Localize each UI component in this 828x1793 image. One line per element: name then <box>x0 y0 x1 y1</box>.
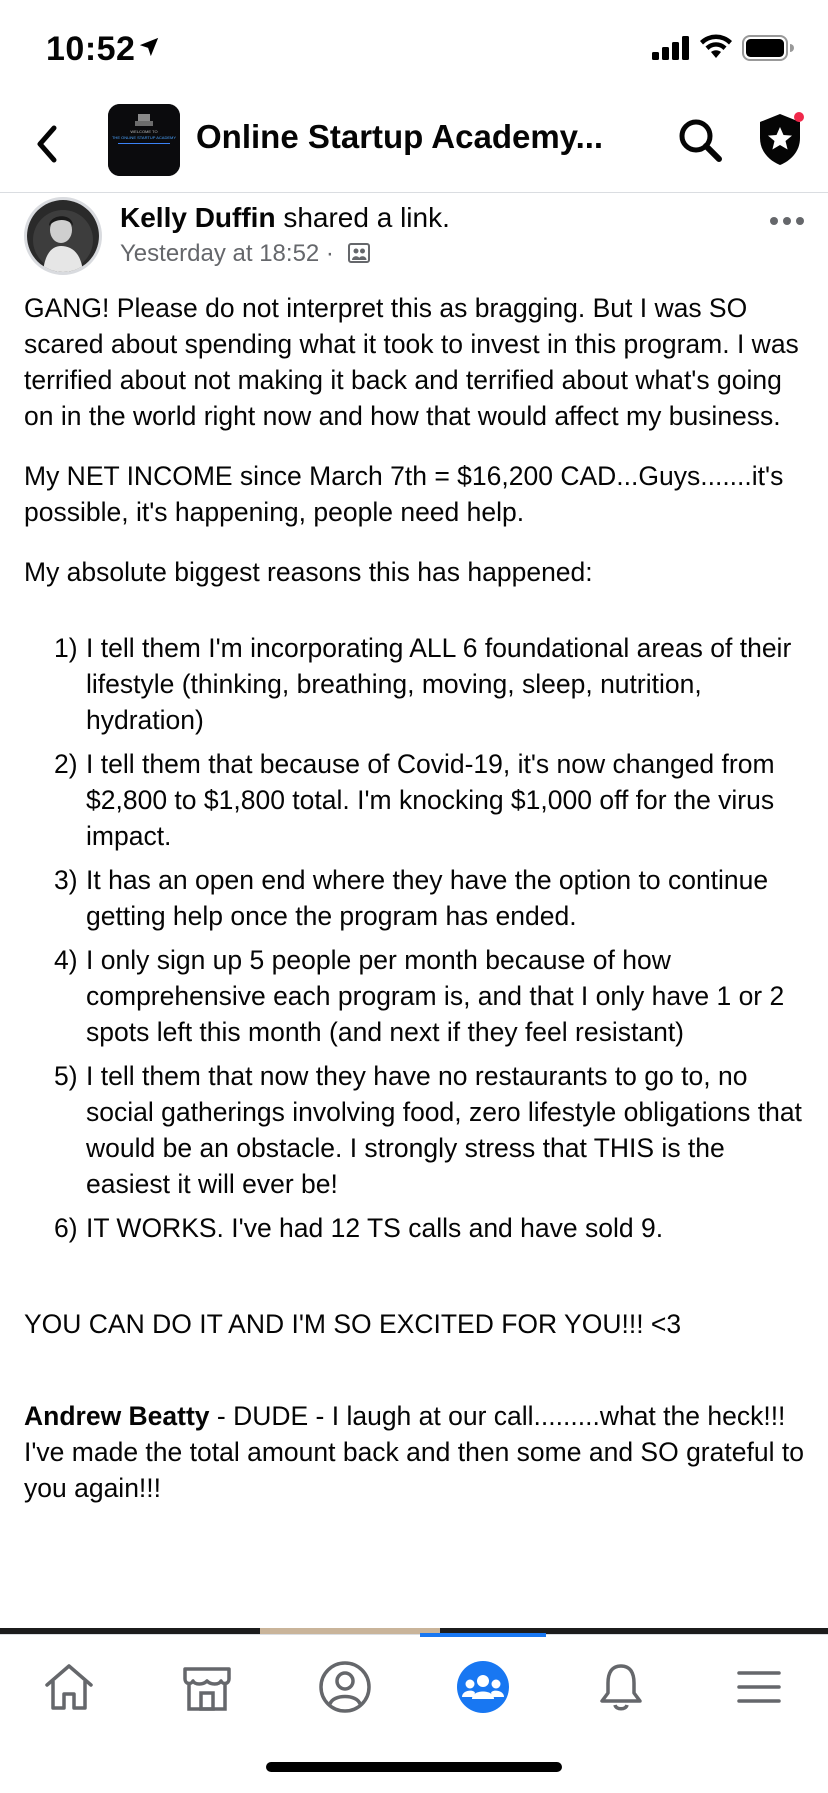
post-closing-line: YOU CAN DO IT AND I'M SO EXCITED FOR YOU!!! <3 <box>24 1309 682 1339</box>
group-members-audience-icon <box>347 241 371 265</box>
more-options-icon[interactable] <box>768 206 806 236</box>
list-item-number: 6) <box>54 1213 78 1243</box>
home-icon <box>39 1657 99 1717</box>
home-indicator[interactable] <box>266 1762 562 1772</box>
list-item-text: I only sign up 5 people per month because of how comprehensive each program is, and that I only have 1 or 2 spots left this month (and next if they feel resistant) <box>86 945 785 1047</box>
list-item-text: IT WORKS. I've had 12 TS calls and have sold 9. <box>86 1213 664 1243</box>
list-item-number: 2) <box>54 749 78 779</box>
author-avatar[interactable] <box>24 197 102 275</box>
post-timestamp[interactable]: Yesterday at 18:52 <box>120 240 320 267</box>
group-avatar-underline <box>118 143 170 144</box>
group-logo-icon <box>108 104 180 176</box>
group-avatar-caption-top: WELCOME TO <box>130 129 158 134</box>
list-item-number: 1) <box>54 633 78 663</box>
mentioned-user-name[interactable]: Andrew Beatty <box>24 1401 210 1431</box>
marketplace-icon <box>177 1657 237 1717</box>
post-author-line <box>120 202 450 234</box>
menu-icon <box>729 1657 789 1717</box>
tab-menu[interactable] <box>729 1657 789 1717</box>
post-paragraph: GANG! Please do not interpret this as bragging. But I was SO scared about spending what it took to invest in this program. I was terrified about not making it back and terrified about what's going on in the world right now and how that would affect my business. <box>24 293 799 431</box>
post-action-text: shared a link. <box>275 202 450 233</box>
list-item-number: 4) <box>54 945 78 975</box>
list-item <box>24 1058 814 1202</box>
cellular-signal-icon <box>652 36 692 60</box>
active-tab-indicator <box>420 1633 546 1637</box>
location-arrow-icon <box>138 36 160 58</box>
search-icon[interactable] <box>676 116 724 164</box>
list-item-number: 5) <box>54 1061 78 1091</box>
tab-profile[interactable] <box>315 1657 375 1717</box>
list-item-number: 3) <box>54 865 78 895</box>
list-item-text: It has an open end where they have the option to continue getting help once the program has ended. <box>86 865 769 931</box>
profile-icon <box>315 1657 375 1717</box>
mention-text: - DUDE - I laugh at our call.........what the heck!!! I've made the total amount back and then some and SO grateful to you again!!! <box>24 1401 804 1503</box>
tab-groups[interactable] <box>453 1657 513 1717</box>
tab-marketplace[interactable] <box>177 1657 237 1717</box>
wifi-icon <box>699 34 733 60</box>
admin-shield-icon[interactable] <box>754 110 806 168</box>
meta-separator: · <box>319 240 341 267</box>
group-avatar-caption: THE ONLINE STARTUP ACADEMY <box>111 135 176 140</box>
list-item <box>24 942 814 1050</box>
groups-icon <box>453 1657 513 1717</box>
author-name[interactable]: Kelly Duffin <box>120 202 276 233</box>
list-item-text: I tell them that now they have no restaurants to go to, no social gatherings involving food, zero lifestyle obligations that would be an obstacle. I strongly stress that THIS is the easiest it will ever be! <box>86 1061 802 1199</box>
list-item-text: I tell them that because of Covid-19, it's now changed from $2,800 to $1,800 total. I'm knocking $1,000 off for the virus impact. <box>86 749 775 851</box>
post-meta <box>120 240 371 268</box>
group-avatar[interactable] <box>108 104 180 176</box>
tab-home[interactable] <box>39 1657 99 1717</box>
status-time: 10:52 <box>46 30 136 68</box>
post-mention-paragraph <box>24 1398 814 1506</box>
group-title[interactable]: Online Startup Academy... <box>196 118 604 155</box>
list-item <box>24 746 814 854</box>
tab-notifications[interactable] <box>591 1657 651 1717</box>
post-paragraph: My absolute biggest reasons this has happened: <box>24 557 593 587</box>
status-bar <box>0 0 828 96</box>
notifications-bell-icon <box>591 1657 651 1717</box>
author-photo-icon <box>27 200 99 272</box>
post-body <box>24 290 814 1506</box>
list-item-text: I tell them I'm incorporating ALL 6 foundational areas of their lifestyle (thinking, breathing, moving, sleep, nutrition, hydration) <box>86 633 792 735</box>
list-item <box>24 862 814 934</box>
list-item <box>24 1210 814 1246</box>
post-paragraph: My NET INCOME since March 7th = $16,200 CAD...Guys.......it's possible, it's happening, people need help. <box>24 461 784 527</box>
battery-icon <box>742 35 794 61</box>
reasons-list <box>24 630 814 1246</box>
notification-dot <box>794 112 804 122</box>
back-chevron-icon[interactable] <box>30 122 64 166</box>
list-item <box>24 630 814 738</box>
group-header <box>0 96 828 193</box>
